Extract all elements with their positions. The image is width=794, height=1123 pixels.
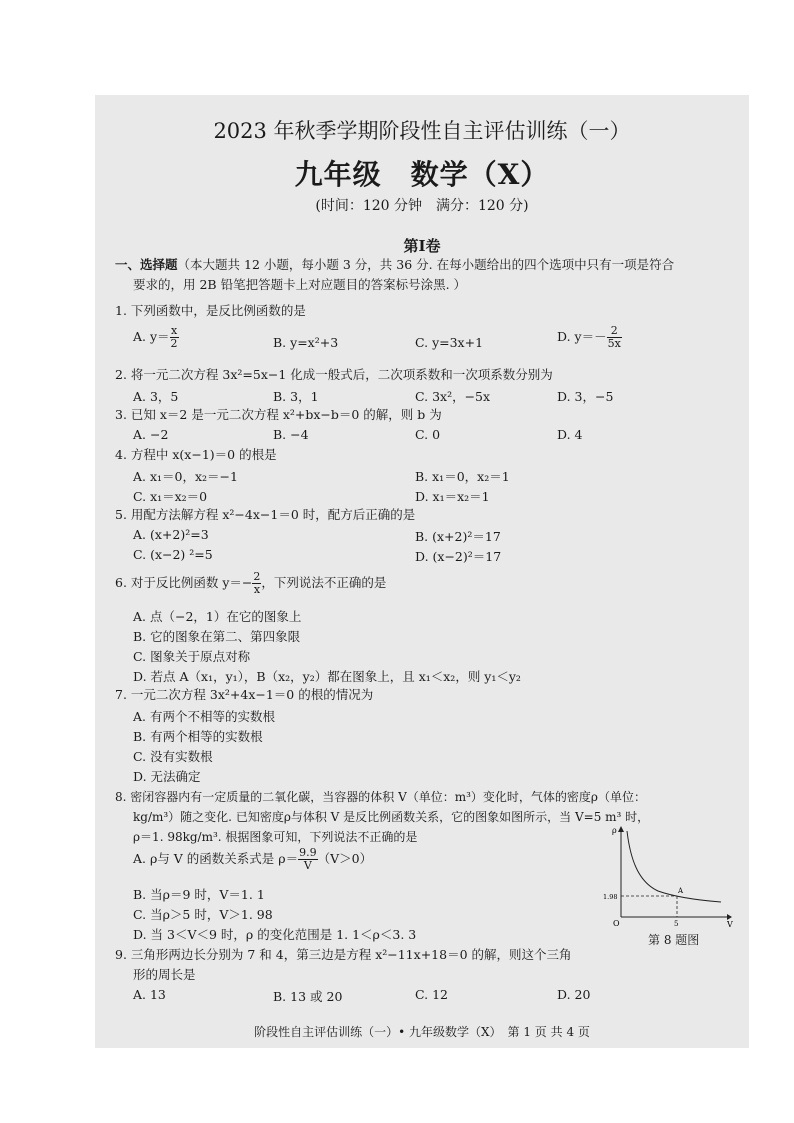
q8-5-label: 5 xyxy=(674,920,679,928)
q6-stem-num: 2 xyxy=(253,570,261,583)
q8-option-a xyxy=(133,847,372,872)
q6-option-b: B. 它的图象在第二、第四象限 xyxy=(133,629,301,644)
q6-option-d: D. 若点 A（x₁，y₁），B（x₂，y₂）都在图象上，且 x₁＜x₂，则 y₁＜y₂ xyxy=(133,669,521,684)
q9-option-d: D. 20 xyxy=(557,987,591,1002)
q8-198-label: 1.98 xyxy=(603,893,618,901)
exam-page xyxy=(95,95,749,1048)
q5-option-c: C. (x−2) ²=5 xyxy=(133,547,213,562)
q8-option-d: D. 当 3＜V＜9 时，ρ 的变化范围是 1. 1＜ρ＜3. 3 xyxy=(133,927,417,942)
q1-a-fraction xyxy=(170,325,179,350)
q1-option-a xyxy=(133,325,179,350)
q2-option-a: A. 3，5 xyxy=(133,389,179,404)
section-instruction-line-1 xyxy=(115,257,674,273)
q4-stem: 4. 方程中 x(x−1)＝0 的根是 xyxy=(115,447,277,462)
q2-stem: 2. 将一元二次方程 3x²=5x−1 化成一般式后，二次项系数和一次项系数分别为 xyxy=(115,367,553,382)
q8-line-2: kg/m³）随之变化. 已知密度ρ与体积 V 是反比例函数关系，它的图象如图所示，当 V=5 m³ 时， xyxy=(133,810,650,824)
q8-figure-caption: 第 8 题图 xyxy=(648,933,700,947)
exam-time-info: (时间：120 分钟 满分：120 分) xyxy=(315,198,529,214)
q5-stem: 5. 用配方法解方程 x²−4x−1＝0 时，配方后正确的是 xyxy=(115,507,416,522)
q1-a-den: 2 xyxy=(170,337,178,350)
section-instruction-1: （本大题共 12 小题，每小题 3 分，共 36 分. 在每小题给出的四个选项中只有一项是符合 xyxy=(177,257,675,272)
q6-stem-suffix: ，下列说法不正确的是 xyxy=(261,575,387,590)
q7-option-d: D. 无法确定 xyxy=(133,769,201,784)
q4-option-d: D. x₁＝x₂＝1 xyxy=(415,489,490,504)
q8-rho-label: ρ xyxy=(612,826,617,835)
q3-option-c: C. 0 xyxy=(415,427,441,442)
q8-point-a-label: A xyxy=(678,887,684,895)
q8-curve xyxy=(627,831,721,902)
q3-option-a: A. −2 xyxy=(133,427,169,442)
q8-origin-label: O xyxy=(613,919,620,928)
q7-option-c: C. 没有实数根 xyxy=(133,749,213,764)
q6-stem xyxy=(115,571,386,596)
page-footer: 阶段性自主评估训练（一）• 九年级数学（X） 第 1 页 共 4 页 xyxy=(254,1025,590,1039)
q8-y-arrow-icon xyxy=(618,826,624,832)
q9-option-c: C. 12 xyxy=(415,987,448,1002)
q7-option-b: B. 有两个相等的实数根 xyxy=(133,729,263,744)
q6-option-a: A. 点（−2，1）在它的图象上 xyxy=(133,609,302,624)
q1-option-b: B. y=x²+3 xyxy=(273,335,339,350)
section-instruction-2: 要求的，用 2B 铅笔把答题卡上对应题目的答案标号涂黑. ） xyxy=(133,277,467,292)
q5-option-a: A. (x+2)²=3 xyxy=(133,527,209,542)
q1-d-num: 2 xyxy=(607,325,622,338)
q8-option-c: C. 当ρ＞5 时，V＞1. 98 xyxy=(133,907,273,922)
q8-a-num: 9.9 xyxy=(299,846,317,859)
q2-option-c: C. 3x²，−5x xyxy=(415,389,491,404)
q9-option-b: B. 13 或 20 xyxy=(273,989,343,1004)
q8-line-1: 8. 密闭容器内有一定质量的二氧化碳，当容器的体积 V（单位：m³）变化时，气体的密度ρ（单位： xyxy=(115,790,646,804)
q1-d-prefix: D. y＝－ xyxy=(557,329,607,344)
q5-option-d: D. (x−2)²＝17 xyxy=(415,549,502,564)
q3-option-d: D. 4 xyxy=(557,427,583,442)
exam-subject: 九年级 数学（X） xyxy=(294,158,550,191)
q8-v-label: V xyxy=(727,920,733,929)
q2-option-d: D. 3，−5 xyxy=(557,389,614,404)
q9-line-1: 9. 三角形两边长分别为 7 和 4，第三边是方程 x²−11x+18＝0 的解，则这个三角 xyxy=(115,947,572,962)
q3-option-b: B. −4 xyxy=(273,427,309,442)
q1-option-d xyxy=(557,325,622,350)
q6-option-c: C. 图象关于原点对称 xyxy=(133,649,251,664)
q1-d-den: 5x xyxy=(607,337,621,350)
q2-option-b: B. 3，1 xyxy=(273,389,319,404)
q7-stem: 7. 一元二次方程 3x²+4x−1＝0 的根的情况为 xyxy=(115,687,374,702)
q4-option-b: B. x₁＝0，x₂＝1 xyxy=(415,469,510,484)
q8-a-prefix: A. ρ与 V 的函数关系式是 ρ＝ xyxy=(133,851,299,866)
q6-stem-den: x xyxy=(253,583,261,596)
q7-option-a: A. 有两个不相等的实数根 xyxy=(133,709,275,724)
q8-figure xyxy=(603,825,733,929)
q1-a-prefix: A. y＝ xyxy=(133,329,170,344)
q8-line-3: ρ＝1. 98kg/m³. 根据图象可知，下列说法不正确的是 xyxy=(133,830,418,844)
q1-option-c: C. y=3x+1 xyxy=(415,335,484,350)
q1-a-num: x xyxy=(170,324,178,337)
q4-option-a: A. x₁＝0，x₂＝−1 xyxy=(133,469,238,484)
volume-heading: 第Ⅰ卷 xyxy=(403,237,441,255)
q9-line-2: 形的周长是 xyxy=(133,967,196,982)
q4-option-c: C. x₁＝x₂＝0 xyxy=(133,489,208,504)
section-heading: 一、选择题 xyxy=(115,257,178,272)
exam-title: 2023 年秋季学期阶段性自主评估训练（一） xyxy=(213,119,631,143)
q8-a-den: V xyxy=(303,859,312,872)
q9-option-a: A. 13 xyxy=(133,987,166,1002)
q5-option-b: B. (x+2)²＝17 xyxy=(415,529,501,544)
q3-stem: 3. 已知 x＝2 是一元二次方程 x²+bx−b＝0 的解，则 b 为 xyxy=(115,407,442,422)
q8-a-fraction xyxy=(298,847,318,872)
q6-stem-prefix: 6. 对于反比例函数 y＝− xyxy=(115,575,253,590)
q1-stem: 1. 下列函数中，是反比例函数的是 xyxy=(115,303,306,318)
q1-d-fraction xyxy=(607,325,622,350)
q8-a-suffix: （V＞0） xyxy=(317,851,373,866)
q8-option-b: B. 当ρ＝9 时，V＝1. 1 xyxy=(133,887,265,902)
